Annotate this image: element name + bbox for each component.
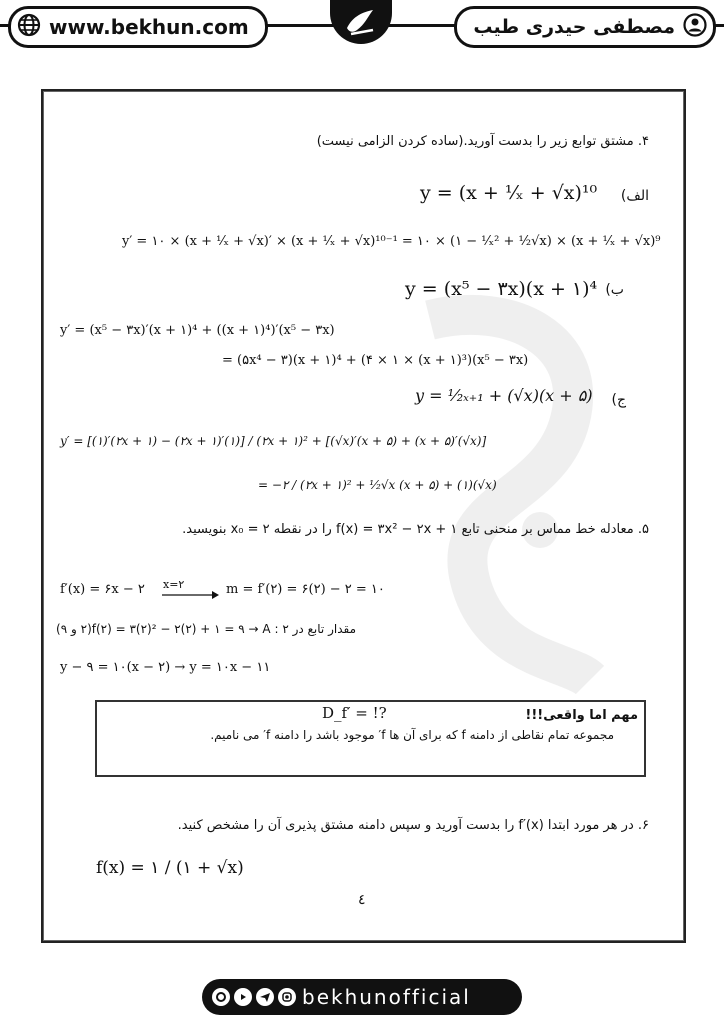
author-name: مصطفی حیدری طیب <box>473 16 675 38</box>
note-box <box>95 700 646 777</box>
q4-c-derivative-line1: y′ = [(۱)′(۲x + ۱) − (۲x + ۱)′(۱)] / (۲x + ۱)² + [(√x)′(x + ۵) + (x + ۵)′(√x)] <box>60 434 487 448</box>
brand-logo-icon <box>330 0 392 44</box>
q4-a-label: الف) <box>620 188 649 204</box>
q5-arrow-label: x=۲ <box>163 578 185 591</box>
q5-derivative: f′(x) = ۶x − ۲ <box>60 582 145 597</box>
website-badge[interactable] <box>8 6 268 48</box>
q4-title: ۴. مشتق توابع زیر را بدست آورید.(ساده کردن الزامی نیست) <box>316 134 649 149</box>
q4-b-derivative-line1: y′ = (x⁵ − ۳x)′(x + ۱)⁴ + ((x + ۱)⁴)′(x⁵ − ۳x) <box>60 323 335 338</box>
right-arrow-icon <box>160 590 220 600</box>
website-url: www.bekhun.com <box>49 15 249 39</box>
instagram-icon[interactable] <box>278 988 296 1006</box>
social-handle: bekhunofficial <box>302 985 471 1009</box>
header-bar <box>0 0 724 50</box>
note-heading: مهم اما واقعی!!! <box>525 708 638 723</box>
user-icon <box>683 13 707 42</box>
q4-c-label: ج) <box>611 392 626 408</box>
telegram-icon[interactable] <box>256 988 274 1006</box>
page-number: ٤ <box>358 892 366 908</box>
q5-function-value: مقدار تابع در ۲ : f(۲) = ۳(۲)² − ۲(۲) + ۱ = ۹ → A(۲ و ۹) <box>56 622 356 636</box>
globe-icon <box>17 13 41 42</box>
q4-b-derivative-line2: = (۵x⁴ − ۳)(x + ۱)⁴ + (۴ × ۱ × (x + ۱)³)(x⁵ − ۳x) <box>222 353 529 368</box>
app-icon[interactable] <box>212 988 230 1006</box>
q6-title: ۶. در هر مورد ابتدا f′(x) را بدست آورید و سپس دامنه مشتق پذیری آن را مشخص کنید. <box>177 818 649 833</box>
q4-a-function: y = (x + ¹⁄ₓ + √x)¹⁰ <box>420 182 598 204</box>
q4-c-function: y = ¹⁄₂ₓ₊₁ + (√x)(x + ۵) <box>415 386 593 405</box>
social-footer[interactable] <box>202 979 522 1015</box>
author-badge <box>454 6 716 48</box>
q4-b-function: y = (x⁵ − ۳x)(x + ۱)⁴ <box>405 278 598 300</box>
note-text: مجموعه تمام نقاطی از دامنه f که برای آن ها f′ موجود باشد را دامنه f′ می نامیم. <box>210 728 614 742</box>
youtube-icon[interactable] <box>234 988 252 1006</box>
q5-title: ۵. معادله خط مماس بر منحنی تابع f(x) = ۳x² − ۲x + ۱ را در نقطه x₀ = ۲ بنویسید. <box>182 522 649 537</box>
q4-b-label: ب) <box>605 282 624 298</box>
q5-slope: m = f′(۲) = ۶(۲) − ۲ = ۱۰ <box>226 582 385 597</box>
q5-tangent-line: y − ۹ = ۱۰(x − ۲) → y = ۱۰x − ۱۱ <box>60 660 271 675</box>
q4-a-derivative: y′ = ۱۰ × (x + ¹⁄ₓ + √x)′ × (x + ¹⁄ₓ + √x)¹⁰⁻¹ = ۱۰ × (۱ − ¹⁄ₓ² + ¹⁄₂√x) × (x + ¹⁄ₓ + √x)⁹ <box>122 234 661 249</box>
q6-function: f(x) = ۱ / (۱ + √x) <box>96 858 244 878</box>
q4-c-derivative-line2: = −۲ / (۲x + ۱)² + ¹⁄₂√x (x + ۵) + (۱)(√x) <box>258 478 497 492</box>
note-formula: D_f′ = !? <box>322 704 387 722</box>
